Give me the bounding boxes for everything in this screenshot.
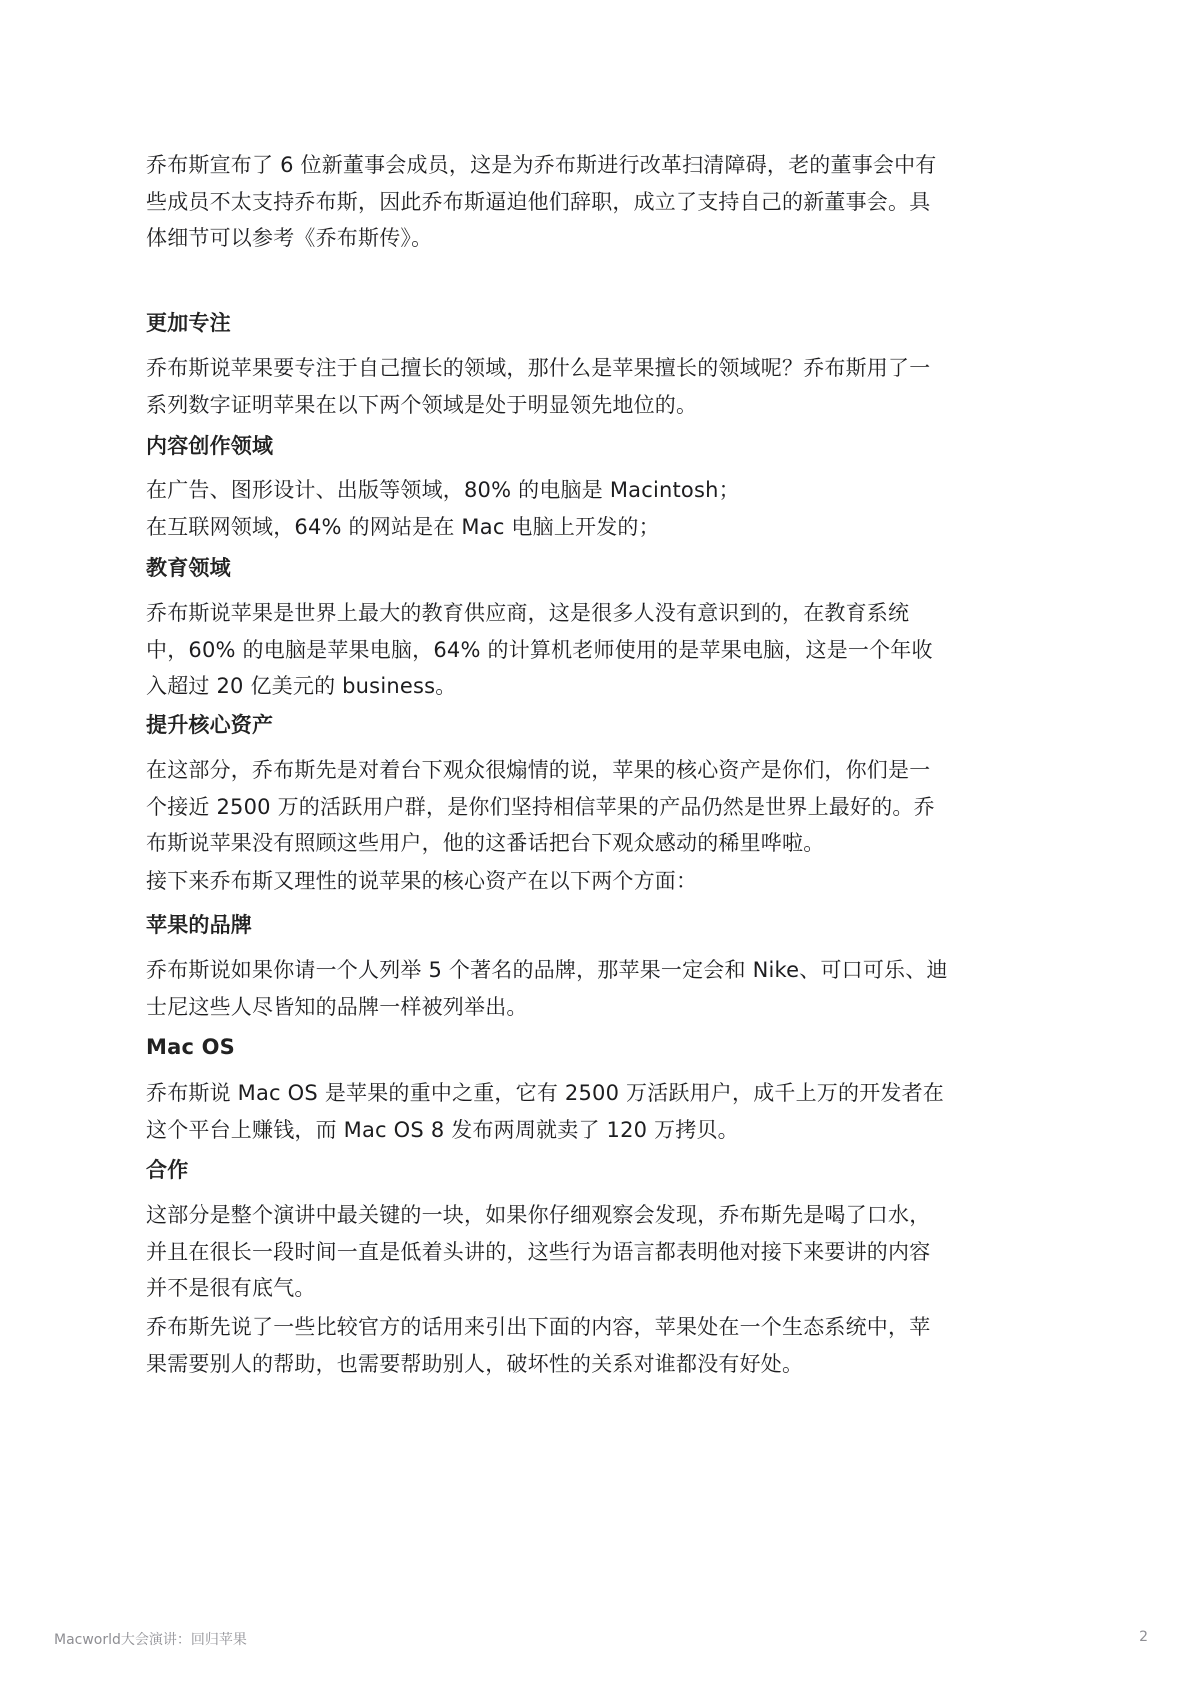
text-line: 这部分是整个演讲中最关键的一块，如果你仔细观察会发现，乔布斯先是喝了口水， xyxy=(146,1203,931,1227)
text-line: 乔布斯说 Mac OS 是苹果的重中之重，它有 2500 万活跃用户，成千上万的开发者在 xyxy=(146,1081,945,1105)
subheading-brand: 苹果的品牌 xyxy=(146,913,252,937)
text-line: 这个平台上赚钱，而 Mac OS 8 发布两周就卖了 120 万拷贝。 xyxy=(146,1117,739,1142)
paragraph-education xyxy=(146,595,933,705)
text-line: 在广告、图形设计、出版等领域，80% 的电脑是 Macintosh； xyxy=(146,478,740,502)
footer-page-number: 2 xyxy=(1139,1629,1148,1645)
text-line: 在这部分，乔布斯先是对着台下观众很煽情的说，苹果的核心资产是你们，你们是一 xyxy=(146,758,931,782)
paragraph-two-aspects xyxy=(146,863,697,900)
paragraph-board-members xyxy=(146,147,937,257)
text-line: 乔布斯先说了一些比较官方的话用来引出下面的内容，苹果处在一个生态系统中，苹 xyxy=(146,1315,931,1339)
text-line: 个接近 2500 万的活跃用户群，是你们坚持相信苹果的产品仍然是世界上最好的。乔 xyxy=(146,794,935,819)
paragraph-core-assets xyxy=(146,752,935,862)
text-line: 士尼这些人尽皆知的品牌一样被列举出。 xyxy=(146,994,528,1019)
paragraph-brand xyxy=(146,952,948,1025)
text-line: 些成员不太支持乔布斯，因此乔布斯逼迫他们辞职，成立了支持自己的新董事会。具 xyxy=(146,189,931,214)
section-heading-core-assets: 提升核心资产 xyxy=(146,713,274,737)
section-heading-cooperation: 合作 xyxy=(146,1158,189,1182)
text-line: 布斯说苹果没有照顾这些用户，他的这番话把台下观众感动的稀里哗啦。 xyxy=(146,831,825,855)
text-line: 果需要别人的帮助，也需要帮助别人，破坏性的关系对谁都没有好处。 xyxy=(146,1351,804,1376)
subheading-education: 教育领域 xyxy=(146,556,231,580)
subheading-content-creation: 内容创作领域 xyxy=(146,434,274,458)
text-line: 并不是很有底气。 xyxy=(146,1276,316,1300)
text-line: 乔布斯宣布了 6 位新董事会成员，这是为乔布斯进行改革扫清障碍，老的董事会中有 xyxy=(146,153,937,177)
paragraph-focus xyxy=(146,350,930,423)
paragraph-mac-os xyxy=(146,1075,944,1148)
text-line: 中，60% 的电脑是苹果电脑，64% 的计算机老师使用的是苹果电脑，这是一个年收 xyxy=(146,637,933,662)
paragraph-ecosystem xyxy=(146,1309,930,1382)
paragraph-cooperation xyxy=(146,1197,930,1307)
text-line: 乔布斯说苹果是世界上最大的教育供应商，这是很多人没有意识到的，在教育系统 xyxy=(146,601,910,625)
text-line: 接下来乔布斯又理性的说苹果的核心资产在以下两个方面： xyxy=(146,869,698,893)
text-line: 乔布斯说如果你请一个人列举 5 个著名的品牌，那苹果一定会和 Nike、可口可乐、迪 xyxy=(146,958,948,982)
text-line: 入超过 20 亿美元的 business。 xyxy=(146,674,457,698)
text-line: 体细节可以参考《乔布斯传》。 xyxy=(146,226,433,250)
paragraph-content-creation xyxy=(146,472,740,545)
text-line: 并且在很长一段时间一直是低着头讲的，这些行为语言都表明他对接下来要讲的内容 xyxy=(146,1239,931,1264)
section-heading-focus: 更加专注 xyxy=(146,311,231,335)
text-line: 系列数字证明苹果在以下两个领域是处于明显领先地位的。 xyxy=(146,392,698,417)
text-line: 在互联网领域，64% 的网站是在 Mac 电脑上开发的； xyxy=(146,514,660,539)
subheading-mac-os: Mac OS xyxy=(146,1035,236,1059)
footer-document-title: Macworld大会演讲：回归苹果 xyxy=(54,1632,247,1648)
text-line: 乔布斯说苹果要专注于自己擅长的领域，那什么是苹果擅长的领域呢？乔布斯用了一 xyxy=(146,356,931,380)
